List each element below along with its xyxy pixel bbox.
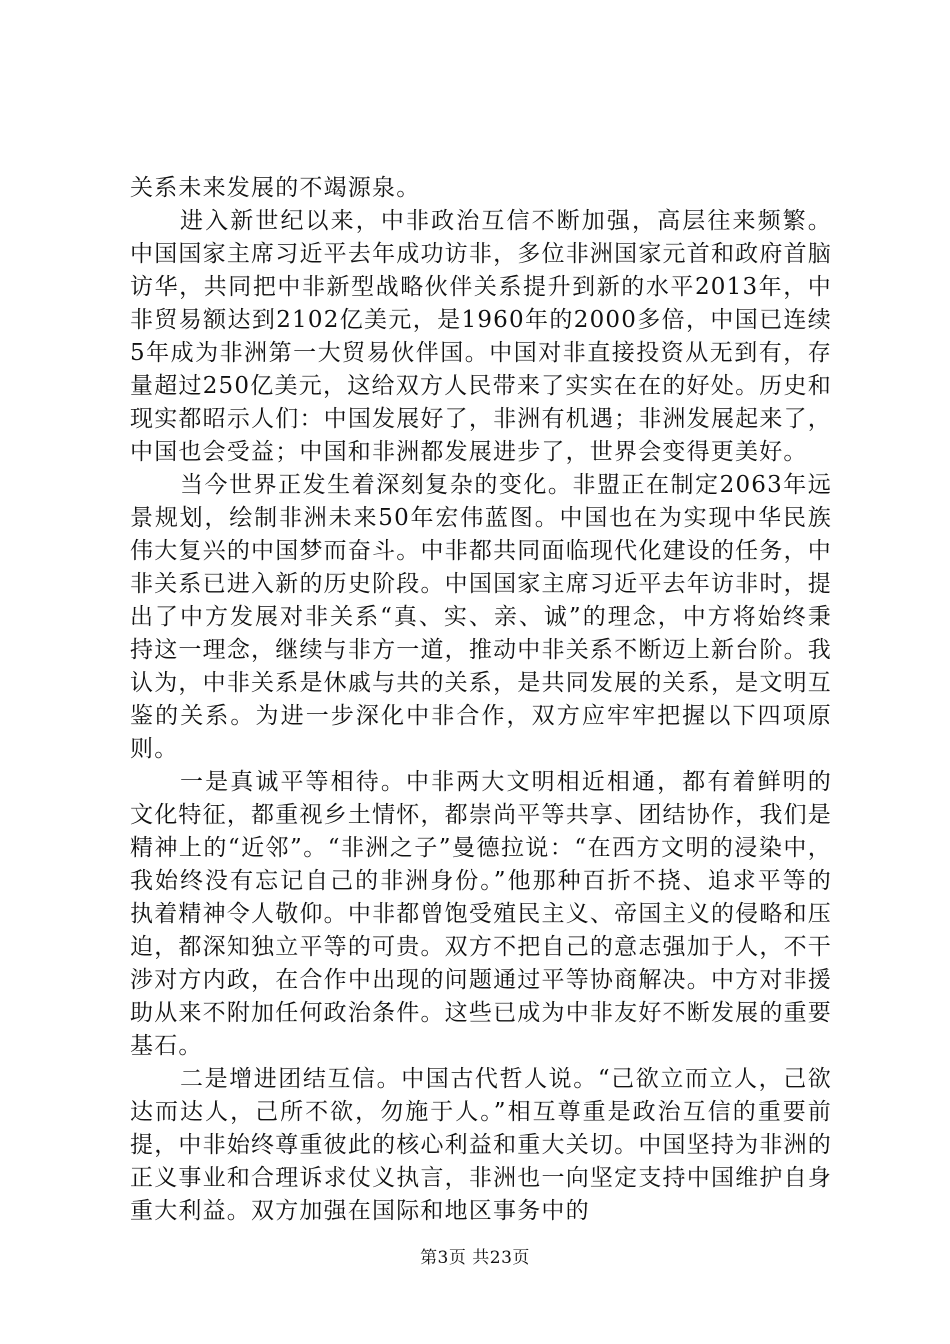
- page-number-footer: 第3页 共23页: [420, 1248, 530, 1268]
- paragraph-continuation: 关系未来发展的不竭源泉。: [130, 175, 421, 201]
- paragraph: 一是真诚平等相待。中非两大文明相近相通，都有着鲜明的文化特征，都重视乡土情怀，都崇尚平等共享、团结协作，我们是精神上的“近邻”。“非洲之子”曼德拉说：“在西方文明的浸染中，我始终没有忘记自己的非洲身份。”他那种百折不挠、追求平等的执着精神令人敬仰。中非都曾饱受殖民主义、帝国主义的侵略和压迫，都深知独立平等的可贵。双方不把自己的意志强加于人，不干涉对方内政，在合作中出现的问题通过平等协商解决。中方对非援助从来不附加任何政治条件。这些已成为中非友好不断发展的重要基石。: [130, 769, 832, 1059]
- paragraph: 当今世界正发生着深刻复杂的变化。非盟正在制定2063年远景规划，绘制非洲未来50年宏伟蓝图。中国也在为实现中华民族伟大复兴的中国梦而奋斗。中非都共同面临现代化建设的任务，中非关系已进入新的历史阶段。中国国家主席习近平去年访非时，提出了中方发展对非关系“真、实、亲、诚”的理念，中方将始终秉持这一理念，继续与非方一道，推动中非关系不断迈上新台阶。我认为，中非关系是休戚与共的关系，是共同发展的关系，是文明互鉴的关系。为进一步深化中非合作，双方应牢牢把握以下四项原则。: [130, 472, 832, 762]
- paragraph: 二是增进团结互信。中国古代哲人说。“己欲立而立人，己欲达而达人，己所不欲，勿施于人。”相互尊重是政治互信的重要前提，中非始终尊重彼此的核心利益和重大关切。中国坚持为非洲的正义事业和合理诉求仗义执言，非洲也一向坚定支持中国维护自身重大利益。双方加强在国际和地区事务中的: [130, 1066, 832, 1224]
- body-text: [130, 172, 832, 1228]
- paragraph: 进入新世纪以来，中非政治互信不断加强，高层往来频繁。中国国家主席习近平去年成功访非，多位非洲国家元首和政府首脑访华，共同把中非新型战略伙伴关系提升到新的水平2013年，中非贸易额达到2102亿美元，是1960年的2000多倍，中国已连续5年成为非洲第一大贸易伙伴国。中国对非直接投资从无到有，存量超过250亿美元，这给双方人民带来了实实在在的好处。历史和现实都昭示人们：中国发展好了，非洲有机遇；非洲发展起来了，中国也会受益；中国和非洲都发展进步了，世界会变得更美好。: [130, 208, 832, 465]
